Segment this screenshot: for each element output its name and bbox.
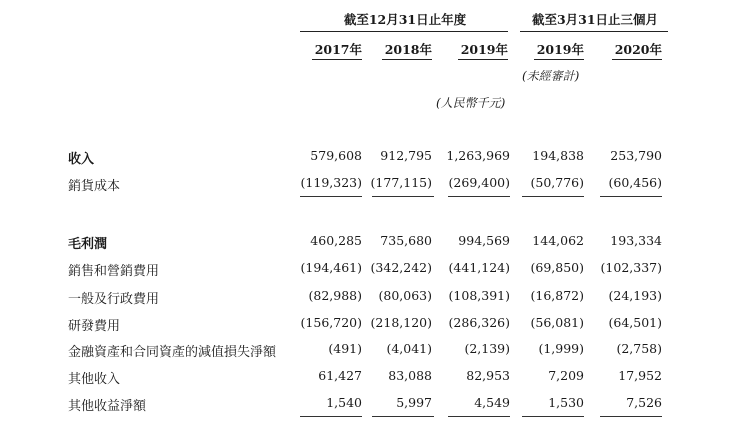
cell-value: 193,334 [610, 233, 662, 248]
year-rule-2020-q1 [612, 59, 662, 60]
cell-value: (4,041) [386, 341, 432, 356]
cell-value: (119,323) [300, 175, 362, 190]
year-rule-2019 [458, 59, 508, 60]
cell-value: 144,062 [532, 233, 584, 248]
cell-value: (16,872) [530, 288, 584, 303]
cell-value: (194,461) [300, 260, 362, 275]
year-header-2018: 2018年 [384, 42, 432, 57]
group-header-quarterly-rule [520, 31, 668, 32]
group-header-annual: 截至12月31日止年度 [343, 12, 467, 27]
year-rule-2017 [312, 59, 362, 60]
unaudited-note: (未經審計) [522, 69, 580, 83]
currency-note: (人民幣千元) [436, 96, 506, 110]
cell-value: (177,115) [370, 175, 432, 190]
subtotal-rule [300, 196, 362, 197]
cell-value: 194,838 [532, 148, 584, 163]
year-header-2019-q1: 2019年 [536, 42, 584, 57]
year-rule-2018 [382, 59, 432, 60]
cell-value: (82,988) [308, 288, 362, 303]
cell-value: (69,850) [530, 260, 584, 275]
cell-value: 7,209 [548, 368, 584, 383]
cell-value: 4,549 [474, 395, 510, 410]
group-header-quarterly: 截至3月31日止三個月 [531, 12, 659, 27]
subtotal-rule [372, 196, 434, 197]
row-label-impairment-losses: 金融資產和合同資產的減值損失淨額 [68, 345, 277, 360]
cell-value: (50,776) [530, 175, 584, 190]
cell-value: (491) [328, 341, 362, 356]
subtotal-rule [522, 196, 584, 197]
cell-value: (64,501) [608, 315, 662, 330]
year-header-2019: 2019年 [460, 42, 508, 57]
cell-value: 460,285 [310, 233, 362, 248]
cell-value: 579,608 [310, 148, 362, 163]
total-rule [300, 416, 362, 417]
total-rule [522, 416, 584, 417]
cell-value: (80,063) [378, 288, 432, 303]
cell-value: 82,953 [466, 368, 510, 383]
cell-value: 735,680 [380, 233, 432, 248]
row-label-rnd-expenses: 研發費用 [68, 319, 121, 334]
row-label-other-income: 其他收入 [68, 372, 121, 387]
cell-value: 994,569 [458, 233, 510, 248]
cell-value: (342,242) [370, 260, 432, 275]
year-header-2017: 2017年 [314, 42, 362, 57]
year-header-2020-q1: 2020年 [614, 42, 662, 57]
cell-value: 253,790 [610, 148, 662, 163]
row-label-gross-profit: 毛利潤 [68, 237, 108, 252]
cell-value: 912,795 [380, 148, 432, 163]
cell-value: (441,124) [448, 260, 510, 275]
cell-value: (24,193) [608, 288, 662, 303]
cell-value: (286,326) [448, 315, 510, 330]
subtotal-rule [600, 196, 662, 197]
subtotal-rule [448, 196, 510, 197]
cell-value: (56,081) [530, 315, 584, 330]
year-rule-2019-q1 [534, 59, 584, 60]
cell-value: 83,088 [388, 368, 432, 383]
cell-value: 5,997 [396, 395, 432, 410]
cell-value: (156,720) [300, 315, 362, 330]
cell-value: 1,530 [548, 395, 584, 410]
total-rule [600, 416, 662, 417]
cell-value: 1,263,969 [446, 148, 510, 163]
cell-value: 1,540 [326, 395, 362, 410]
cell-value: (102,337) [600, 260, 662, 275]
cell-value: (2,139) [464, 341, 510, 356]
cell-value: (218,120) [370, 315, 432, 330]
row-label-revenue: 收入 [68, 152, 95, 167]
cell-value: 7,526 [626, 395, 662, 410]
total-rule [372, 416, 434, 417]
row-label-selling-expenses: 銷售和營銷費用 [68, 264, 160, 279]
cell-value: (2,758) [616, 341, 662, 356]
total-rule [448, 416, 510, 417]
cell-value: (108,391) [448, 288, 510, 303]
cell-value: 17,952 [618, 368, 662, 383]
cell-value: (1,999) [538, 341, 584, 356]
cell-value: (269,400) [448, 175, 510, 190]
row-label-other-gains: 其他收益淨額 [68, 399, 147, 414]
row-label-admin-expenses: 一般及行政費用 [68, 292, 160, 307]
group-header-annual-rule [300, 31, 508, 32]
cell-value: (60,456) [608, 175, 662, 190]
row-label-cost-of-sales: 銷貨成本 [68, 179, 121, 194]
cell-value: 61,427 [318, 368, 362, 383]
